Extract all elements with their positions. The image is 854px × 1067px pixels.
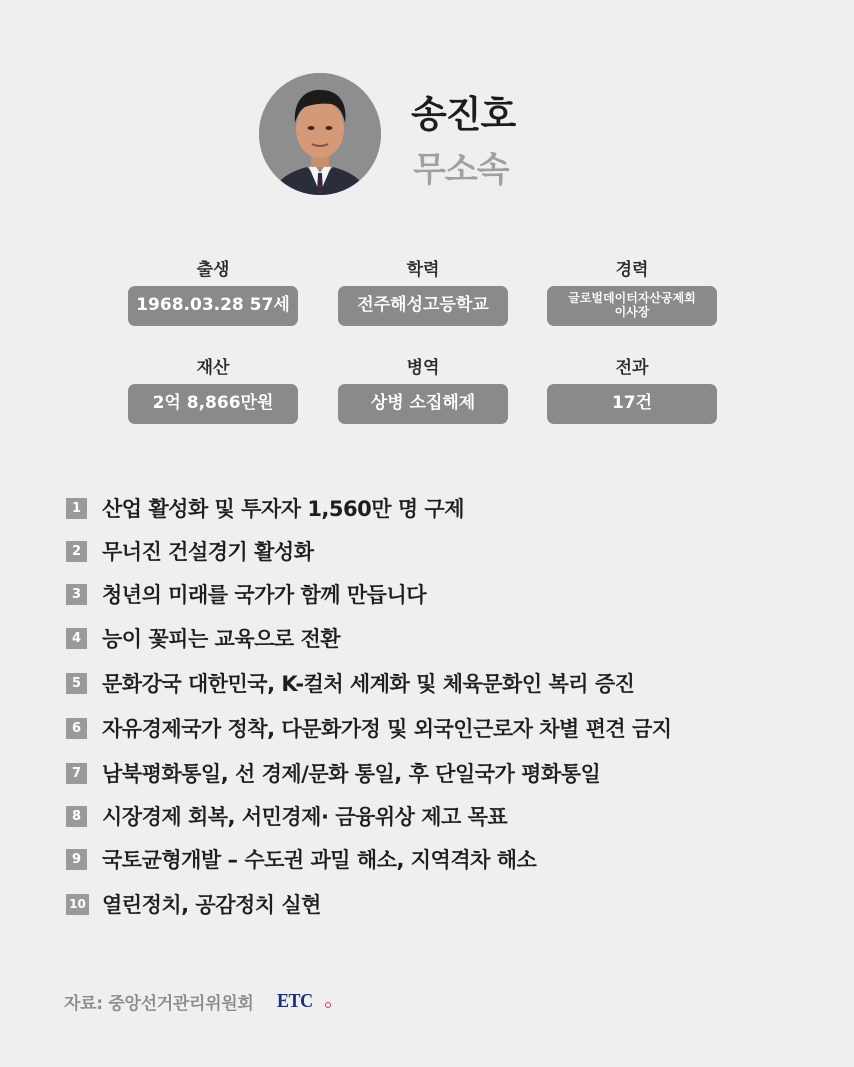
info-military — [338, 356, 508, 424]
info-label: 경력 — [615, 260, 649, 280]
pledge-number: 2 — [66, 541, 87, 562]
info-label: 병역 — [406, 358, 440, 378]
info-label: 출생 — [196, 260, 230, 280]
info-education — [338, 258, 508, 326]
info-value: 상병 소집해제 — [338, 384, 508, 424]
pledge-number: 1 — [66, 498, 87, 519]
info-value: 1968.03.28 57세 — [128, 286, 298, 326]
list-item — [66, 756, 600, 790]
pledge-text: 무너진 건설경기 활성화 — [102, 540, 314, 564]
pledge-number: 4 — [66, 628, 87, 649]
info-assets — [128, 356, 298, 424]
pledge-text: 남북평화통일, 선 경제/문화 통일, 후 단일국가 평화통일 — [102, 762, 601, 786]
info-birth — [128, 258, 298, 326]
profile-header — [0, 0, 854, 220]
pledge-number: 10 — [66, 894, 89, 915]
pledge-number: 7 — [66, 763, 87, 784]
pledge-text: 산업 활성화 및 투자자 1,560만 명 구제 — [102, 497, 465, 521]
source-credit: 자료: 중앙선거관리위원회 — [64, 993, 254, 1014]
footer — [64, 986, 331, 1016]
pledge-text: 열린정치, 공감정치 실현 — [102, 893, 321, 917]
info-label: 전과 — [615, 358, 649, 378]
info-criminal-record — [547, 356, 717, 424]
pledge-text: 자유경제국가 정착, 다문화가정 및 외국인근로자 차별 편견 금지 — [102, 717, 672, 741]
info-label: 재산 — [196, 358, 230, 378]
list-item — [66, 842, 536, 876]
pledge-number: 5 — [66, 673, 87, 694]
pledge-text: 청년의 미래를 국가가 함께 만듭니다 — [102, 583, 427, 607]
list-item — [66, 666, 634, 700]
pledge-text: 시장경제 회복, 서민경제· 금융위상 제고 목표 — [102, 805, 508, 829]
list-item — [66, 491, 464, 525]
candidate-party: 무소속 — [413, 150, 509, 190]
pledge-number: 3 — [66, 584, 87, 605]
list-item — [66, 711, 672, 745]
etc-logo: ETC — [277, 989, 314, 1012]
pledge-text: 국토균형개발 – 수도권 과밀 해소, 지역격차 해소 — [102, 848, 537, 872]
info-value: 17건 — [547, 384, 717, 424]
pledge-number: 8 — [66, 806, 87, 827]
list-item — [66, 577, 426, 611]
list-item — [66, 534, 313, 568]
info-value: 2억 8,866만원 — [128, 384, 298, 424]
pledge-text: 문화강국 대한민국, K-컬처 세계화 및 체육문화인 복리 증진 — [102, 672, 635, 696]
list-item — [66, 887, 321, 921]
candidate-name: 송진호 — [411, 93, 516, 136]
pledge-number: 6 — [66, 718, 87, 739]
candidate-photo — [259, 73, 381, 195]
logo-dot-icon — [325, 1002, 331, 1008]
pledge-text: 능이 꽃피는 교육으로 전환 — [102, 627, 341, 651]
list-item — [66, 799, 507, 833]
list-item — [66, 621, 340, 655]
info-career — [547, 258, 717, 326]
info-label: 학력 — [406, 260, 440, 280]
info-value: 전주해성고등학교 — [338, 286, 508, 326]
info-value: 글로벌데이터자산공제회 이사장 — [547, 286, 717, 326]
pledge-number: 9 — [66, 849, 87, 870]
